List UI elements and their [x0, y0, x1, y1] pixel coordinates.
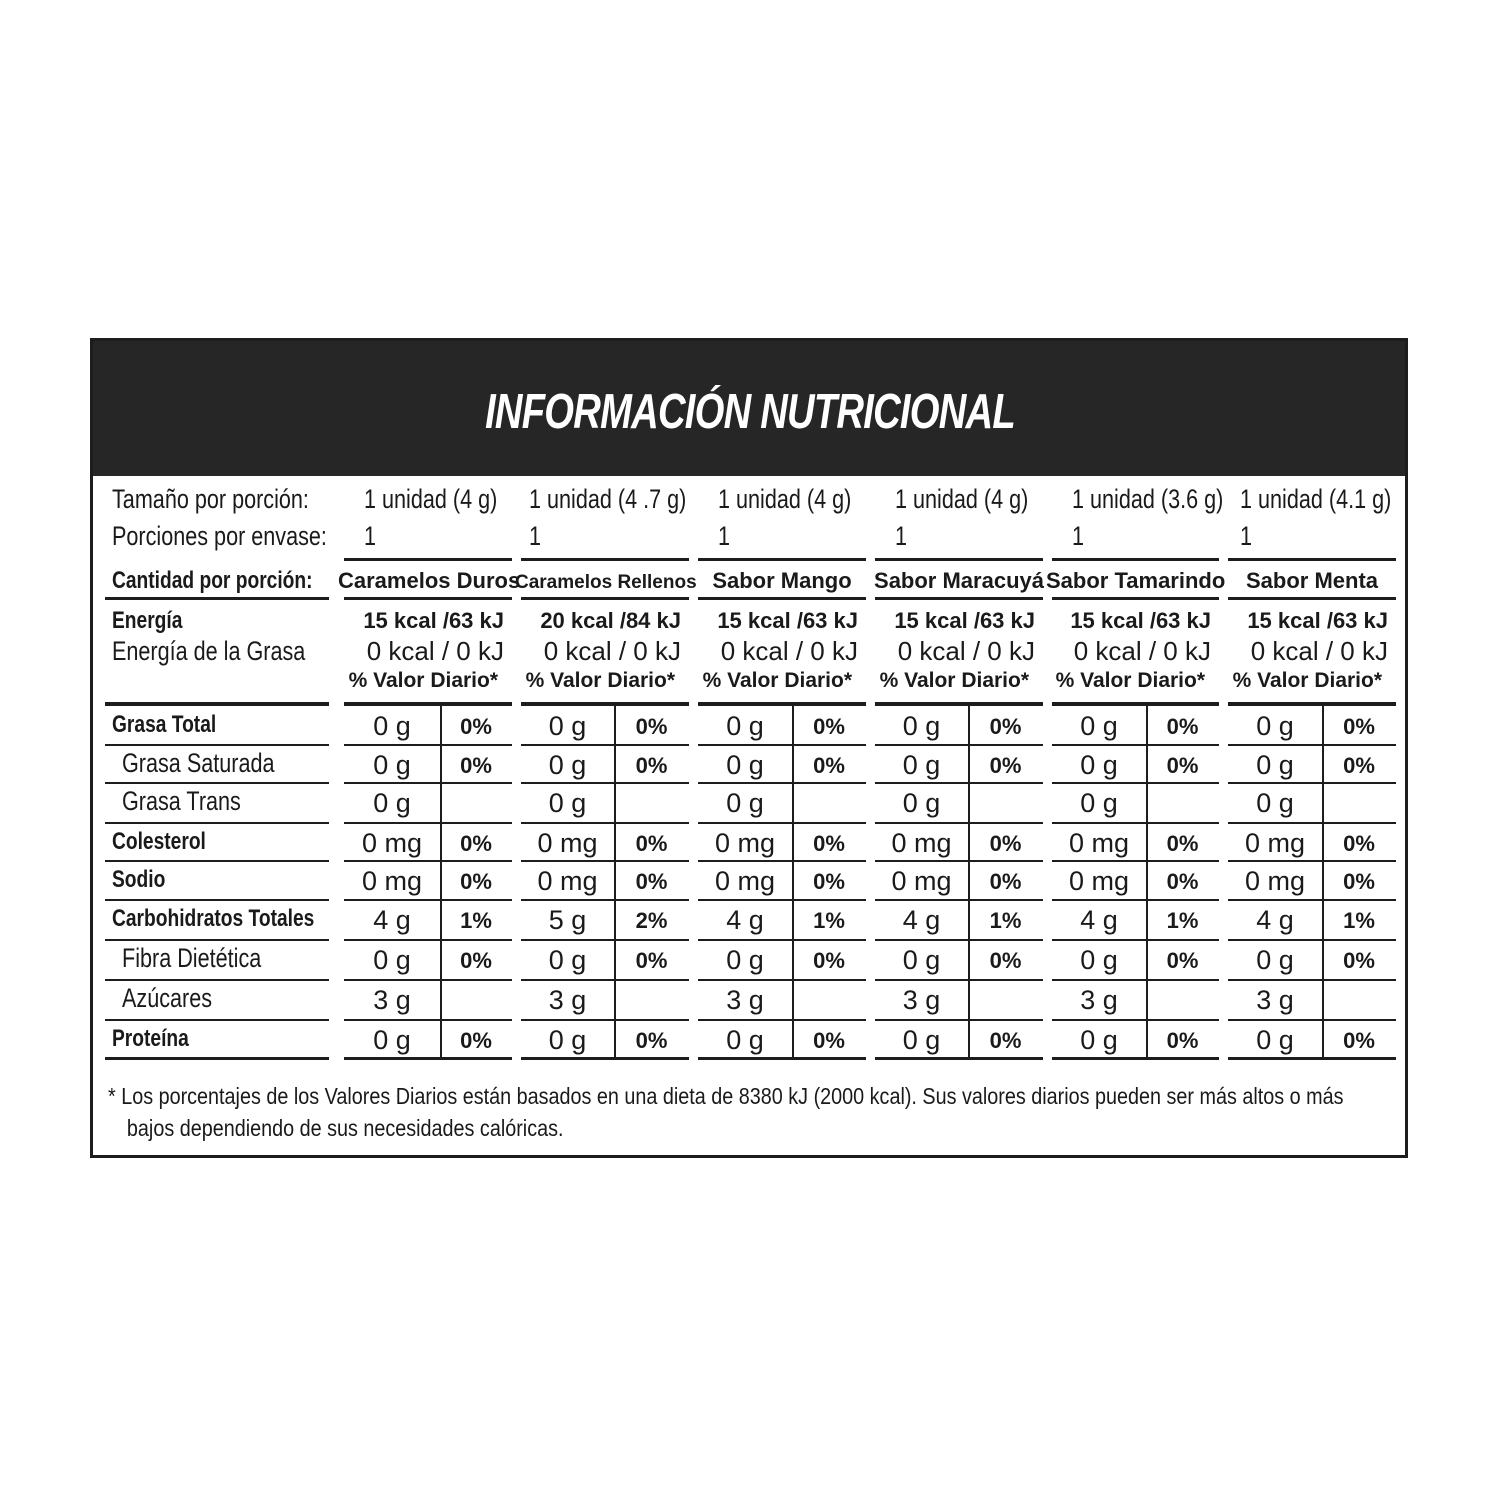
nutrient-amount: 0 mg — [891, 828, 952, 858]
divider — [1052, 822, 1219, 824]
divider — [968, 782, 970, 822]
divider — [875, 899, 1043, 901]
nutrient-amount: 0 g — [548, 788, 587, 818]
divider — [792, 782, 794, 822]
nutrient-amount: 0 g — [902, 788, 941, 818]
divider — [1322, 860, 1324, 899]
nutrient-amount: 0 g — [1256, 1025, 1294, 1055]
divider — [1146, 899, 1148, 939]
fat-energy-value: 0 kcal / 0 kJ — [897, 636, 1035, 666]
divider — [1322, 705, 1324, 744]
nutrient-amount: 0 mg — [361, 866, 423, 896]
nutrient-percent: 0% — [1166, 948, 1199, 973]
nutrient-amount: 0 g — [726, 788, 764, 818]
divider — [698, 1019, 866, 1021]
divider — [792, 979, 794, 1019]
divider — [968, 744, 970, 782]
divider — [105, 822, 329, 824]
fat-energy-label: Energía de la Grasa — [112, 636, 306, 666]
energy-value: 15 kcal /63 kJ — [1247, 608, 1388, 633]
nutrient-percent: 0% — [989, 753, 1022, 778]
nutrient-label: Colesterol — [112, 828, 206, 855]
divider — [792, 822, 794, 860]
nutrient-amount: 0 g — [726, 750, 764, 780]
nutrient-percent: 0% — [989, 869, 1022, 894]
divider — [1228, 782, 1396, 784]
nutrient-amount: 0 g — [373, 788, 411, 818]
nutrient-amount: 3 g — [902, 985, 941, 1015]
nutrient-amount: 0 mg — [1068, 828, 1130, 858]
nutrient-amount: 0 mg — [714, 828, 776, 858]
divider — [440, 744, 442, 782]
divider — [344, 822, 512, 824]
nutrient-label: Grasa Total — [112, 711, 217, 738]
divider — [521, 939, 689, 941]
nutrient-label: Azúcares — [122, 983, 213, 1013]
nutrient-percent: 0% — [460, 948, 492, 973]
footnote-line-2: bajos dependiendo de sus necesidades calóricas. — [126, 1115, 564, 1141]
product-name: Caramelos Rellenos — [515, 572, 697, 593]
divider — [521, 597, 689, 600]
divider — [875, 558, 1043, 561]
nutrient-percent: 0% — [460, 753, 492, 778]
divider — [792, 899, 794, 939]
divider — [1146, 860, 1148, 899]
divider — [1146, 705, 1148, 744]
divider — [698, 979, 866, 981]
nutrient-amount: 0 g — [548, 711, 587, 741]
divider — [344, 979, 512, 981]
nutrient-percent: 0% — [460, 869, 492, 894]
divider — [440, 1019, 442, 1057]
nutrient-amount: 0 g — [902, 711, 941, 741]
divider — [1052, 597, 1219, 600]
nutrient-percent: 1% — [1166, 908, 1199, 933]
fat-energy-value: 0 kcal / 0 kJ — [1073, 636, 1211, 666]
product-name: Sabor Maracuyá — [874, 568, 1044, 593]
nutrient-percent: 0% — [989, 948, 1022, 973]
divider — [521, 744, 689, 746]
nutrient-percent: 0% — [1166, 869, 1199, 894]
divider — [1322, 979, 1324, 1019]
nutrient-amount: 3 g — [548, 985, 587, 1015]
nutrient-amount: 0 g — [726, 711, 764, 741]
divider — [105, 702, 329, 706]
nutrient-amount: 0 g — [1256, 711, 1294, 741]
divider — [1052, 782, 1219, 784]
nutrient-amount: 0 mg — [537, 828, 598, 858]
nutrient-amount: 0 g — [726, 945, 764, 975]
servings-value: 1 — [529, 521, 542, 551]
nutrient-percent: 0% — [635, 753, 668, 778]
divider — [875, 939, 1043, 941]
nutrient-percent: 0% — [1343, 1028, 1375, 1053]
servings-value: 1 — [364, 521, 377, 551]
divider — [344, 558, 512, 561]
daily-value-label: % Valor Diario* — [1055, 669, 1205, 692]
divider — [521, 558, 689, 561]
divider — [521, 822, 689, 824]
divider — [968, 705, 970, 744]
fat-energy-value: 0 kcal / 0 kJ — [720, 636, 858, 666]
nutrient-percent: 0% — [1166, 714, 1199, 739]
divider — [968, 899, 970, 939]
page-title: INFORMACIÓN NUTRICIONAL — [485, 385, 1015, 439]
nutrient-amount: 0 g — [373, 750, 411, 780]
divider — [698, 939, 866, 941]
divider — [344, 860, 512, 862]
divider — [440, 822, 442, 860]
nutrient-label: Grasa Trans — [122, 786, 241, 816]
divider — [614, 705, 616, 744]
nutrient-percent: 1% — [1343, 908, 1375, 933]
servings-value: 1 — [1072, 521, 1085, 551]
nutrient-percent: 0% — [1343, 714, 1375, 739]
divider — [344, 782, 512, 784]
divider — [1228, 1019, 1396, 1021]
divider — [698, 782, 866, 784]
nutrient-percent: 0% — [989, 1028, 1022, 1053]
footnote — [108, 1080, 1398, 1144]
divider — [105, 1019, 329, 1021]
nutrient-percent: 0% — [460, 714, 492, 739]
nutrient-amount: 0 g — [373, 1025, 411, 1055]
servings-value: 1 — [718, 521, 731, 551]
divider — [792, 939, 794, 979]
nutrient-percent: 0% — [1166, 1028, 1199, 1053]
divider — [521, 782, 689, 784]
divider — [1322, 744, 1324, 782]
divider — [698, 899, 866, 901]
nutrient-amount: 4 g — [902, 905, 941, 935]
energy-value: 20 kcal /84 kJ — [540, 608, 681, 633]
divider — [1228, 822, 1396, 824]
divider — [105, 782, 329, 784]
nutrient-percent: 0% — [989, 714, 1022, 739]
divider — [698, 597, 866, 600]
nutrient-amount: 0 g — [1080, 788, 1118, 818]
daily-value-label: % Valor Diario* — [1232, 669, 1382, 692]
nutrient-amount: 0 g — [726, 1025, 764, 1055]
nutrient-amount: 0 g — [902, 750, 941, 780]
divider — [1052, 1019, 1219, 1021]
divider — [698, 1057, 866, 1060]
nutrient-amount: 0 g — [1080, 711, 1118, 741]
divider — [1052, 979, 1219, 981]
divider — [440, 705, 442, 744]
divider — [698, 558, 866, 561]
divider — [105, 860, 329, 862]
nutrient-percent: 0% — [635, 714, 668, 739]
nutrient-amount: 0 g — [548, 1025, 587, 1055]
divider — [1322, 899, 1324, 939]
divider — [1228, 979, 1396, 981]
servings-value: 1 — [1240, 521, 1253, 551]
divider — [1228, 744, 1396, 746]
nutrient-label: Grasa Saturada — [122, 748, 275, 778]
product-name: Caramelos Duros — [338, 568, 521, 593]
divider — [1052, 1057, 1219, 1060]
nutrient-percent: 0% — [635, 831, 668, 856]
nutrient-amount: 0 g — [902, 945, 941, 975]
nutrient-amount: 0 mg — [361, 828, 423, 858]
divider — [968, 822, 970, 860]
divider — [1146, 939, 1148, 979]
divider — [344, 1019, 512, 1021]
product-name: Sabor Menta — [1245, 568, 1379, 593]
nutrient-amount: 0 mg — [714, 866, 776, 896]
divider — [698, 744, 866, 746]
divider — [1322, 782, 1324, 822]
divider — [875, 1057, 1043, 1060]
nutrient-percent: 0% — [1343, 831, 1375, 856]
divider — [968, 860, 970, 899]
nutrient-percent: 1% — [460, 908, 492, 933]
divider — [521, 1019, 689, 1021]
nutrient-amount: 0 g — [1080, 750, 1118, 780]
divider — [875, 744, 1043, 746]
divider — [521, 702, 689, 706]
divider — [105, 899, 329, 901]
serving-size-value: 1 unidad (4.1 g) — [1240, 484, 1392, 514]
divider — [792, 860, 794, 899]
divider — [875, 1019, 1043, 1021]
divider — [1052, 558, 1219, 561]
divider — [875, 979, 1043, 981]
nutrient-percent: 0% — [635, 1028, 668, 1053]
divider — [875, 822, 1043, 824]
product-name: Sabor Mango — [712, 568, 852, 593]
nutrient-label: Sodio — [112, 866, 166, 893]
fat-energy-value: 0 kcal / 0 kJ — [1250, 636, 1388, 666]
amount-label: Cantidad por porción: — [112, 567, 313, 594]
energy-value: 15 kcal /63 kJ — [717, 608, 858, 633]
divider — [875, 597, 1043, 600]
divider — [968, 1019, 970, 1057]
nutrient-amount: 3 g — [1080, 985, 1118, 1015]
divider — [698, 822, 866, 824]
divider — [105, 744, 329, 746]
nutrient-amount: 0 g — [1256, 750, 1294, 780]
nutrient-amount: 0 mg — [1244, 866, 1306, 896]
divider — [614, 979, 616, 1019]
divider — [698, 702, 866, 706]
divider — [521, 979, 689, 981]
divider — [1052, 860, 1219, 862]
divider — [1228, 702, 1396, 706]
nutrient-amount: 3 g — [726, 985, 764, 1015]
divider — [105, 597, 329, 600]
energy-value: 15 kcal /63 kJ — [1070, 608, 1211, 633]
divider — [1052, 744, 1219, 746]
serving-size-label: Tamaño por porción: — [112, 484, 309, 514]
divider — [1146, 822, 1148, 860]
divider — [1228, 1057, 1396, 1060]
nutrient-percent: 0% — [989, 831, 1022, 856]
nutrient-percent: 0% — [460, 831, 492, 856]
divider — [792, 744, 794, 782]
serving-size-value: 1 unidad (4 g) — [718, 484, 852, 514]
divider — [1052, 702, 1219, 706]
divider — [1322, 1019, 1324, 1057]
divider — [1052, 939, 1219, 941]
nutrient-amount: 3 g — [373, 985, 411, 1015]
nutrient-amount: 0 mg — [537, 866, 598, 896]
divider — [875, 860, 1043, 862]
nutrient-percent: 1% — [813, 908, 845, 933]
product-name: Sabor Tamarindo — [1046, 568, 1226, 593]
divider — [1322, 939, 1324, 979]
divider — [440, 939, 442, 979]
energy-label: Energía — [112, 607, 183, 634]
serving-size-value: 1 unidad (4 g) — [364, 484, 498, 514]
nutrient-amount: 4 g — [373, 905, 411, 935]
nutrient-amount: 0 g — [373, 711, 411, 741]
nutrient-amount: 4 g — [1256, 905, 1294, 935]
divider — [1228, 939, 1396, 941]
nutrient-percent: 0% — [813, 753, 845, 778]
nutrient-amount: 0 mg — [891, 866, 952, 896]
divider — [1052, 899, 1219, 901]
divider — [614, 899, 616, 939]
nutrient-amount: 0 g — [1256, 788, 1294, 818]
nutrient-percent: 0% — [1166, 753, 1199, 778]
serving-size-value: 1 unidad (3.6 g) — [1072, 484, 1224, 514]
divider — [105, 1057, 329, 1060]
nutrient-amount: 0 g — [1256, 945, 1294, 975]
fat-energy-value: 0 kcal / 0 kJ — [543, 636, 681, 666]
nutrient-percent: 0% — [460, 1028, 492, 1053]
divider — [521, 899, 689, 901]
nutrient-amount: 0 g — [1080, 945, 1118, 975]
nutrient-percent: 0% — [813, 869, 845, 894]
nutrient-amount: 0 g — [548, 750, 587, 780]
divider — [1146, 979, 1148, 1019]
footnote-line-1: Los porcentajes de los Valores Diarios están basados en una dieta de 8380 kJ (2000 kcal). Sus valores diarios pueden ser más altos o más — [121, 1083, 1344, 1109]
divider — [440, 979, 442, 1019]
nutrient-percent: 0% — [1343, 869, 1375, 894]
nutrient-percent: 0% — [813, 1028, 845, 1053]
divider — [1322, 822, 1324, 860]
divider — [968, 979, 970, 1019]
divider — [440, 782, 442, 822]
divider — [344, 744, 512, 746]
nutrient-percent: 1% — [989, 908, 1022, 933]
divider — [792, 705, 794, 744]
nutrient-percent: 0% — [813, 948, 845, 973]
divider — [344, 899, 512, 901]
nutrient-label: Proteína — [112, 1025, 189, 1052]
serving-size-value: 1 unidad (4 .7 g) — [529, 484, 687, 514]
daily-value-label: % Valor Diario* — [348, 669, 498, 692]
divider — [614, 822, 616, 860]
divider — [344, 939, 512, 941]
divider — [614, 939, 616, 979]
divider — [521, 1057, 689, 1060]
nutrient-amount: 0 g — [1080, 1025, 1118, 1055]
nutrient-amount: 0 mg — [1068, 866, 1130, 896]
nutrient-percent: 0% — [635, 948, 668, 973]
divider — [614, 860, 616, 899]
divider — [614, 782, 616, 822]
divider — [1228, 899, 1396, 901]
divider — [968, 939, 970, 979]
daily-value-label: % Valor Diario* — [525, 669, 675, 692]
daily-value-label: % Valor Diario* — [879, 669, 1029, 692]
divider — [1228, 558, 1396, 561]
nutrient-percent: 0% — [1166, 831, 1199, 856]
divider — [105, 979, 329, 981]
fat-energy-value: 0 kcal / 0 kJ — [366, 636, 504, 666]
nutrient-percent: 0% — [813, 714, 845, 739]
divider — [440, 860, 442, 899]
divider — [344, 702, 512, 706]
footnote-marker: * — [108, 1083, 116, 1109]
nutrient-amount: 0 g — [373, 945, 411, 975]
nutrient-amount: 3 g — [1256, 985, 1294, 1015]
serving-size-value: 1 unidad (4 g) — [895, 484, 1029, 514]
divider — [614, 744, 616, 782]
divider — [698, 860, 866, 862]
divider — [1228, 860, 1396, 862]
energy-value: 15 kcal /63 kJ — [894, 608, 1035, 633]
divider — [1146, 782, 1148, 822]
divider — [344, 597, 512, 600]
daily-value-label: % Valor Diario* — [702, 669, 852, 692]
servings-value: 1 — [895, 521, 908, 551]
divider — [521, 860, 689, 862]
divider — [440, 899, 442, 939]
nutrient-label: Fibra Dietética — [122, 943, 262, 973]
divider — [792, 1019, 794, 1057]
nutrient-percent: 2% — [635, 908, 668, 933]
energy-value: 15 kcal /63 kJ — [363, 608, 504, 633]
nutrient-percent: 0% — [635, 869, 668, 894]
nutrient-amount: 5 g — [548, 905, 587, 935]
divider — [1146, 744, 1148, 782]
divider — [105, 939, 329, 941]
nutrient-percent: 0% — [813, 831, 845, 856]
nutrient-label: Carbohidratos Totales — [112, 905, 315, 932]
nutrient-amount: 4 g — [726, 905, 764, 935]
divider — [875, 782, 1043, 784]
divider — [1228, 597, 1396, 600]
divider — [614, 1019, 616, 1057]
nutrient-amount: 0 g — [548, 945, 587, 975]
nutrient-percent: 0% — [1343, 753, 1375, 778]
servings-label: Porciones por envase: — [112, 521, 327, 551]
nutrient-amount: 0 mg — [1244, 828, 1306, 858]
divider — [344, 1057, 512, 1060]
divider — [1146, 1019, 1148, 1057]
nutrient-percent: 0% — [1343, 948, 1375, 973]
divider — [875, 702, 1043, 706]
nutrient-amount: 0 g — [902, 1025, 941, 1055]
nutrient-amount: 4 g — [1080, 905, 1118, 935]
